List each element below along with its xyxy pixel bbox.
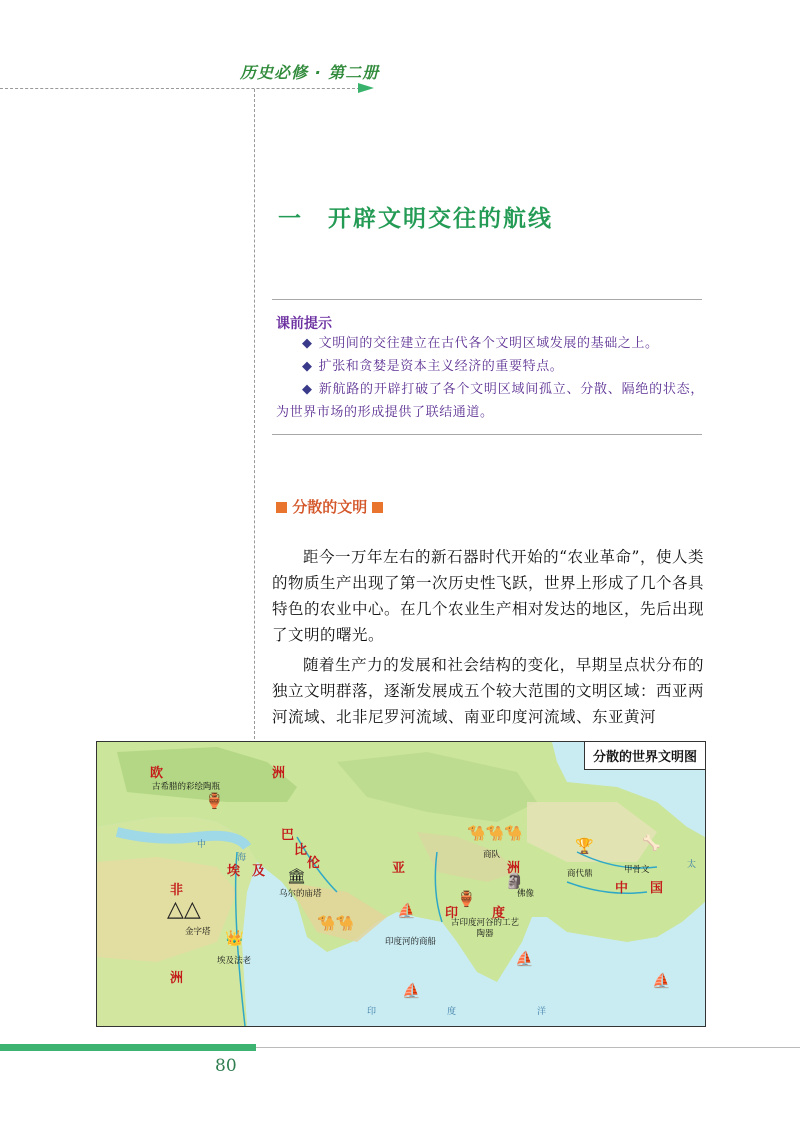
region-label-egypt: 及 [252,864,266,879]
map-label: 印度河的商船 [385,937,437,947]
diamond-bullet-icon: ◆ [302,382,313,397]
sea-label: 印 [367,1007,377,1017]
ship-icon: ⛵ [402,982,421,1000]
diamond-bullet-icon: ◆ [302,336,313,351]
bronze-ding-icon: 🏆 [575,837,594,855]
lesson-title: 一 开辟文明交往的航线 [278,206,553,232]
region-label-africa: 非 [170,883,184,898]
civilization-map [96,741,706,1027]
region-label-asia: 洲 [507,861,521,876]
map-label: 佛像 [517,889,535,899]
preview-tips [276,332,704,424]
region-label-africa: 洲 [170,971,184,986]
sea-label: 太 [687,860,697,870]
preview-top-rule [272,299,702,300]
ur-temple-icon: 🏛 [287,867,307,885]
square-marker-icon [372,502,383,513]
map-label: 古希腊的彩绘陶瓶 [152,782,221,792]
map-label: 埃及法老 [217,956,252,966]
camel-icon: 🐪🐪 [317,914,355,932]
map-label: 古印度河谷的工艺陶器 [450,918,519,939]
region-label-asia: 亚 [392,861,406,876]
region-label-egypt: 埃 [227,864,241,879]
footer-rule [256,1047,800,1048]
region-label-babylon: 伦 [307,856,321,871]
map-label: 商队 [483,850,501,860]
region-label-europe: 欧 [150,766,164,781]
map-label: 商代鼎 [567,869,593,879]
indus-ship-icon: ⛵ [397,902,416,920]
section-body [272,544,704,734]
ship-icon: ⛵ [515,950,534,968]
region-label-babylon: 巴 [281,828,295,843]
sea-label: 中 [197,840,207,850]
oracle-bone-icon: 🦴 [642,834,661,852]
paragraph: 距今一万年左右的新石器时代开始的“农业革命”，使人类的物质生产出现了第一次历史性飞跃，世界上形成了几个各具特色的农业中心。在几个农业生产相对发达的地区，先后出现了文明的曙光。 [272,548,705,644]
paragraph: 随着生产力的发展和社会结构的变化，早期呈点状分布的独立文明群落，逐渐发展成五个较大范围的文明区域：西亚两河流域、北非尼罗河流域、南亚印度河流域、东亚黄河 [272,656,705,726]
margin-divider [254,89,255,739]
greek-vase-icon: 🏺 [205,792,224,810]
region-label-india: 度 [492,906,506,921]
preview-bottom-rule [272,434,702,435]
pyramid-icon: △△ [167,897,201,922]
preview-tip: ◆ 文明间的交往建立在古代各个文明区域发展的基础之上。 [302,336,659,351]
footer-bar [0,1044,256,1051]
sea-label: 海 [237,853,247,863]
diamond-bullet-icon: ◆ [302,359,313,374]
preview-heading: 课前提示 [276,316,332,332]
ship-icon: ⛵ [652,972,671,990]
header-arrow-icon [358,83,374,93]
square-marker-icon [276,502,287,513]
section-heading: 分散的文明 [276,496,383,517]
header-divider [0,88,360,89]
page-number: 80 [215,1056,237,1076]
map-title: 分散的世界文明图 [584,742,705,770]
region-label-india: 印 [445,906,459,921]
map-label: 乌尔的庙塔 [279,889,322,899]
pottery-icon: 🏺 [457,890,476,908]
preview-tip: ◆ 扩张和贪婪是资本主义经济的重要特点。 [302,359,564,374]
map-label: 甲骨文 [624,865,650,875]
map-label: 金字塔 [185,927,211,937]
buddha-icon: 🗿 [505,872,524,890]
caravan-icon: 🐪🐪🐪 [467,824,524,842]
region-label-europe: 洲 [272,766,286,781]
pharaoh-icon: 👑 [225,929,244,947]
region-label-babylon: 比 [294,843,308,858]
book-title: 历史必修 · 第二册 [240,63,380,82]
sea-label: 洋 [537,1007,547,1017]
sea-label: 度 [447,1007,457,1017]
preview-tip: ◆ 新航路的开辟打破了各个文明区域间孤立、分散、隔绝的状态，为世界市场的形成提供了联结通道。 [276,382,704,420]
region-label-china: 中 [615,881,629,896]
region-label-china: 国 [650,881,664,896]
